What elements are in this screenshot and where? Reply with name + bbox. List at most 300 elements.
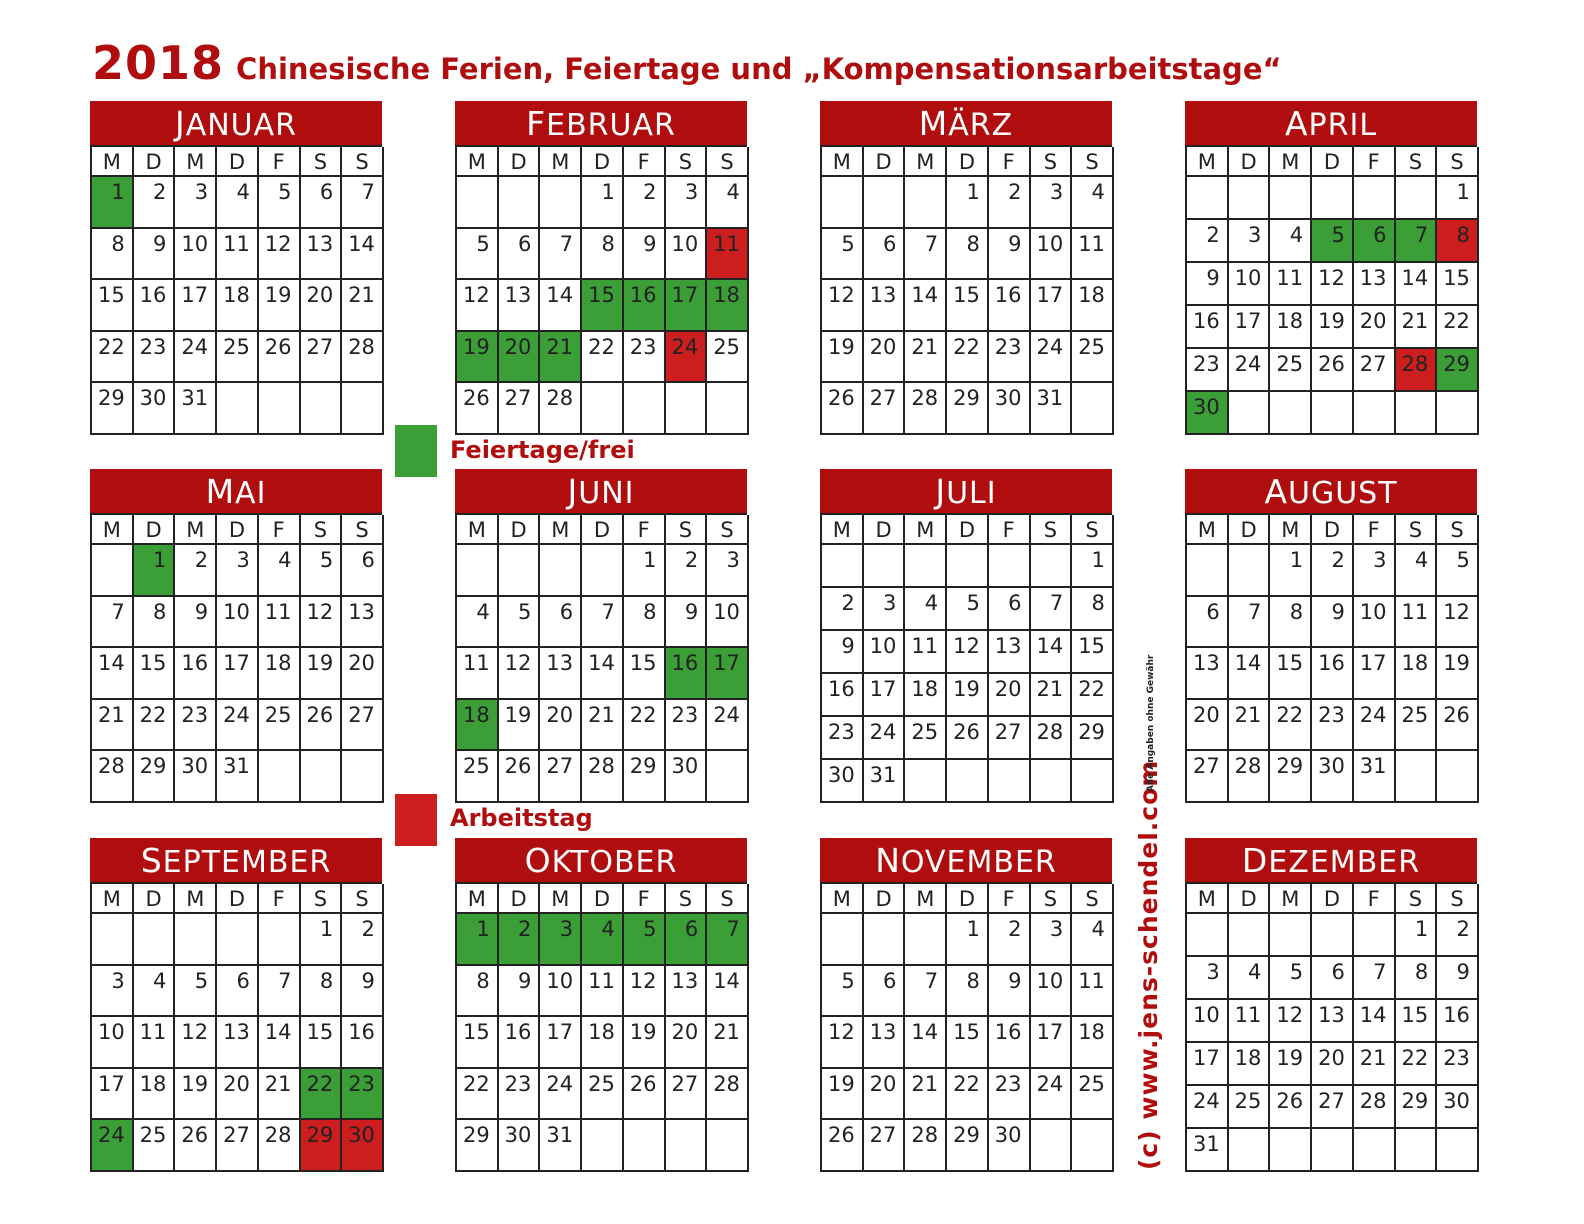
day-cell: 8: [92, 229, 134, 281]
weekday-label: M: [175, 147, 217, 177]
day-cell: 11: [134, 1017, 176, 1069]
day-cell: 2: [1187, 220, 1229, 263]
week-row: [457, 332, 747, 384]
day-cell: 23: [624, 332, 666, 384]
week-row: [822, 631, 1112, 674]
day-cell: 27: [342, 700, 384, 752]
day-cell: 18: [134, 1069, 176, 1121]
weekday-label: M: [905, 515, 947, 545]
week-row: [822, 383, 1112, 435]
day-cell: 14: [1229, 648, 1271, 700]
week-row: [457, 545, 747, 597]
day-cell-holiday: 18: [457, 700, 499, 752]
month-grid: [90, 145, 382, 435]
legend-holiday-swatch: [395, 425, 437, 477]
day-cell: 27: [989, 717, 1031, 760]
day-cell: 26: [1312, 349, 1354, 392]
empty-cell: [342, 383, 384, 435]
day-cell: 21: [92, 700, 134, 752]
day-cell: 13: [989, 631, 1031, 674]
day-cell: 4: [457, 597, 499, 649]
empty-cell: [1072, 1120, 1114, 1172]
day-cell: 14: [905, 280, 947, 332]
day-cell: 23: [989, 1069, 1031, 1121]
day-cell: 24: [1229, 349, 1271, 392]
empty-cell: [342, 751, 384, 803]
week-row: [822, 1017, 1112, 1069]
weekday-header-row: [822, 147, 1112, 177]
day-cell: 15: [1437, 263, 1479, 306]
weekday-label: M: [540, 147, 582, 177]
weekday-label: D: [947, 515, 989, 545]
month-juli: [820, 469, 1112, 803]
day-cell: 21: [1031, 674, 1073, 717]
day-cell: 10: [1031, 229, 1073, 281]
day-cell: 24: [864, 717, 906, 760]
day-cell: 5: [1270, 957, 1312, 1000]
empty-cell: [457, 177, 499, 229]
day-cell: 14: [342, 229, 384, 281]
day-cell: 7: [342, 177, 384, 229]
day-cell: 22: [947, 1069, 989, 1121]
empty-cell: [666, 383, 708, 435]
weekday-header-row: [1187, 884, 1477, 914]
day-cell: 23: [1312, 700, 1354, 752]
day-cell: 11: [905, 631, 947, 674]
week-row: [822, 332, 1112, 384]
weekday-label: D: [499, 147, 541, 177]
weekday-label: F: [624, 884, 666, 914]
weekday-label: D: [582, 884, 624, 914]
weekday-label: M: [457, 884, 499, 914]
weekday-label: M: [175, 515, 217, 545]
day-cell: 30: [989, 383, 1031, 435]
day-cell: 9: [175, 597, 217, 649]
day-cell: 24: [707, 700, 749, 752]
day-cell-holiday: 19: [457, 332, 499, 384]
day-cell: 20: [217, 1069, 259, 1121]
weekday-label: D: [1312, 515, 1354, 545]
day-cell: 27: [864, 383, 906, 435]
day-cell: 17: [864, 674, 906, 717]
week-row: [1187, 1043, 1477, 1086]
day-cell: 25: [1396, 700, 1438, 752]
week-row: [1187, 306, 1477, 349]
month-oktober: [455, 838, 747, 1172]
day-cell: 31: [217, 751, 259, 803]
day-cell: 14: [1031, 631, 1073, 674]
empty-cell: [864, 914, 906, 966]
empty-cell: [1187, 177, 1229, 220]
day-cell: 17: [92, 1069, 134, 1121]
week-row: [1187, 1000, 1477, 1043]
day-cell: 26: [1270, 1086, 1312, 1129]
day-cell: 31: [1187, 1129, 1229, 1172]
weekday-label: S: [342, 884, 384, 914]
week-row: [92, 383, 382, 435]
day-cell: 2: [134, 177, 176, 229]
weekday-header-row: [822, 515, 1112, 545]
day-cell: 15: [1072, 631, 1114, 674]
day-cell: 19: [499, 700, 541, 752]
month-juni: [455, 469, 747, 803]
day-cell: 7: [540, 229, 582, 281]
month-name: APRIL: [1185, 101, 1477, 145]
day-cell: 11: [259, 597, 301, 649]
empty-cell: [1396, 1129, 1438, 1172]
day-cell: 25: [1072, 1069, 1114, 1121]
day-cell: 25: [259, 700, 301, 752]
day-cell: 21: [259, 1069, 301, 1121]
day-cell: 18: [1229, 1043, 1271, 1086]
day-cell: 16: [134, 280, 176, 332]
empty-cell: [905, 914, 947, 966]
day-cell: 7: [582, 597, 624, 649]
week-row: [457, 751, 747, 803]
empty-cell: [905, 760, 947, 803]
empty-cell: [624, 383, 666, 435]
empty-cell: [1396, 751, 1438, 803]
weekday-label: D: [217, 515, 259, 545]
week-row: [822, 177, 1112, 229]
empty-cell: [1354, 1129, 1396, 1172]
day-cell: 3: [864, 588, 906, 631]
disclaimer-text: Alle Angaben ohne Gewähr: [1146, 654, 1156, 792]
day-cell: 29: [457, 1120, 499, 1172]
month-name: JULI: [820, 469, 1112, 513]
day-cell: 5: [499, 597, 541, 649]
day-cell: 4: [1229, 957, 1271, 1000]
weekday-label: F: [624, 515, 666, 545]
day-cell: 21: [707, 1017, 749, 1069]
day-cell: 19: [1312, 306, 1354, 349]
day-cell: 6: [1187, 597, 1229, 649]
day-cell: 12: [457, 280, 499, 332]
day-cell: 4: [707, 177, 749, 229]
day-cell: 9: [499, 966, 541, 1018]
week-row: [457, 966, 747, 1018]
empty-cell: [864, 177, 906, 229]
day-cell: 8: [1072, 588, 1114, 631]
day-cell: 3: [1229, 220, 1271, 263]
week-row: [822, 280, 1112, 332]
weekday-label: M: [1270, 515, 1312, 545]
day-cell: 3: [1187, 957, 1229, 1000]
day-cell: 7: [259, 966, 301, 1018]
day-cell: 3: [175, 177, 217, 229]
weekday-label: S: [1396, 884, 1438, 914]
day-cell: 3: [92, 966, 134, 1018]
month-grid: [1185, 145, 1477, 435]
day-cell: 31: [540, 1120, 582, 1172]
day-cell: 8: [947, 966, 989, 1018]
day-cell: 17: [540, 1017, 582, 1069]
day-cell-holiday: 2: [499, 914, 541, 966]
month-name: DEZEMBER: [1185, 838, 1477, 882]
month-grid: [1185, 882, 1477, 1172]
weekday-label: M: [822, 147, 864, 177]
empty-cell: [1187, 914, 1229, 957]
weekday-label: F: [989, 884, 1031, 914]
weekday-label: D: [582, 147, 624, 177]
day-cell: 15: [134, 648, 176, 700]
empty-cell: [1312, 177, 1354, 220]
empty-cell: [1270, 392, 1312, 435]
week-row: [1187, 648, 1477, 700]
legend-workday-label: Arbeitstag: [450, 804, 593, 832]
weekday-label: S: [301, 515, 343, 545]
month-name: JANUAR: [90, 101, 382, 145]
legend-workday-swatch: [395, 794, 437, 846]
day-cell: 13: [1312, 1000, 1354, 1043]
day-cell: 30: [822, 760, 864, 803]
weekday-label: M: [822, 515, 864, 545]
day-cell: 3: [666, 177, 708, 229]
empty-cell: [301, 383, 343, 435]
empty-cell: [217, 383, 259, 435]
day-cell: 14: [905, 1017, 947, 1069]
day-cell: 19: [822, 332, 864, 384]
day-cell: 26: [175, 1120, 217, 1172]
weekday-label: S: [707, 147, 749, 177]
day-cell: 19: [1437, 648, 1479, 700]
day-cell-workday: 30: [342, 1120, 384, 1172]
day-cell: 7: [92, 597, 134, 649]
empty-cell: [175, 914, 217, 966]
day-cell: 28: [540, 383, 582, 435]
day-cell: 1: [301, 914, 343, 966]
day-cell: 4: [259, 545, 301, 597]
day-cell: 9: [822, 631, 864, 674]
day-cell-workday: 8: [1437, 220, 1479, 263]
day-cell: 8: [134, 597, 176, 649]
day-cell: 2: [666, 545, 708, 597]
week-row: [92, 1069, 382, 1121]
day-cell: 8: [1396, 957, 1438, 1000]
weekday-label: S: [666, 515, 708, 545]
day-cell: 29: [1072, 717, 1114, 760]
week-row: [457, 700, 747, 752]
week-row: [457, 1017, 747, 1069]
empty-cell: [499, 177, 541, 229]
month-dezember: [1185, 838, 1477, 1172]
day-cell: 19: [947, 674, 989, 717]
weekday-label: F: [1354, 515, 1396, 545]
day-cell: 26: [822, 383, 864, 435]
day-cell: 27: [301, 332, 343, 384]
day-cell: 5: [822, 229, 864, 281]
day-cell: 16: [1437, 1000, 1479, 1043]
day-cell: 16: [342, 1017, 384, 1069]
week-row: [1187, 914, 1477, 957]
day-cell: 28: [1031, 717, 1073, 760]
day-cell-holiday: 6: [666, 914, 708, 966]
day-cell: 18: [259, 648, 301, 700]
day-cell: 2: [989, 177, 1031, 229]
day-cell: 10: [1229, 263, 1271, 306]
empty-cell: [92, 914, 134, 966]
empty-cell: [624, 1120, 666, 1172]
day-cell: 9: [342, 966, 384, 1018]
day-cell: 23: [989, 332, 1031, 384]
day-cell: 13: [1354, 263, 1396, 306]
day-cell-holiday: 18: [707, 280, 749, 332]
empty-cell: [1312, 914, 1354, 957]
day-cell-holiday: 17: [707, 648, 749, 700]
day-cell: 28: [707, 1069, 749, 1121]
empty-cell: [1396, 177, 1438, 220]
day-cell: 20: [1187, 700, 1229, 752]
day-cell: 17: [1354, 648, 1396, 700]
weekday-label: M: [905, 884, 947, 914]
weekday-label: M: [1187, 884, 1229, 914]
day-cell: 10: [1354, 597, 1396, 649]
day-cell: 23: [1187, 349, 1229, 392]
month-grid: [820, 882, 1112, 1172]
day-cell: 23: [1437, 1043, 1479, 1086]
weekday-label: S: [707, 884, 749, 914]
day-cell: 11: [1396, 597, 1438, 649]
day-cell: 12: [1437, 597, 1479, 649]
month-name: OKTOBER: [455, 838, 747, 882]
day-cell: 24: [217, 700, 259, 752]
weekday-label: D: [1312, 884, 1354, 914]
weekday-label: F: [624, 147, 666, 177]
day-cell: 9: [666, 597, 708, 649]
day-cell: 16: [1312, 648, 1354, 700]
day-cell: 29: [1270, 751, 1312, 803]
empty-cell: [1031, 545, 1073, 588]
day-cell: 10: [1187, 1000, 1229, 1043]
day-cell: 30: [175, 751, 217, 803]
weekday-label: D: [134, 884, 176, 914]
day-cell: 31: [1354, 751, 1396, 803]
empty-cell: [582, 545, 624, 597]
day-cell: 4: [1270, 220, 1312, 263]
empty-cell: [822, 177, 864, 229]
day-cell: 14: [582, 648, 624, 700]
weekday-header-row: [457, 515, 747, 545]
day-cell: 21: [1229, 700, 1271, 752]
day-cell-workday: 29: [301, 1120, 343, 1172]
weekday-label: D: [134, 147, 176, 177]
weekday-label: S: [707, 515, 749, 545]
day-cell: 22: [1396, 1043, 1438, 1086]
week-row: [92, 648, 382, 700]
weekday-label: S: [1437, 147, 1479, 177]
month-name: FEBRUAR: [455, 101, 747, 145]
week-row: [1187, 349, 1477, 392]
day-cell: 10: [217, 597, 259, 649]
month-grid: [820, 513, 1112, 803]
day-cell: 17: [175, 280, 217, 332]
weekday-header-row: [822, 884, 1112, 914]
day-cell: 12: [822, 1017, 864, 1069]
day-cell: 7: [1031, 588, 1073, 631]
weekday-label: D: [864, 515, 906, 545]
week-row: [457, 1069, 747, 1121]
day-cell: 29: [947, 383, 989, 435]
weekday-label: M: [457, 515, 499, 545]
empty-cell: [1437, 1129, 1479, 1172]
day-cell: 6: [989, 588, 1031, 631]
day-cell: 22: [134, 700, 176, 752]
day-cell: 25: [707, 332, 749, 384]
day-cell: 28: [905, 383, 947, 435]
weekday-label: M: [92, 515, 134, 545]
week-row: [92, 177, 382, 229]
day-cell: 13: [499, 280, 541, 332]
week-row: [457, 1120, 747, 1172]
weekday-label: D: [1229, 884, 1271, 914]
weekday-label: S: [666, 147, 708, 177]
week-row: [92, 966, 382, 1018]
week-row: [822, 674, 1112, 717]
day-cell-holiday: 16: [624, 280, 666, 332]
day-cell: 18: [582, 1017, 624, 1069]
week-row: [1187, 545, 1477, 597]
week-row: [1187, 220, 1477, 263]
weekday-label: M: [540, 515, 582, 545]
day-cell: 26: [822, 1120, 864, 1172]
day-cell-holiday: 5: [624, 914, 666, 966]
day-cell: 3: [1031, 177, 1073, 229]
empty-cell: [1354, 177, 1396, 220]
week-row: [92, 545, 382, 597]
day-cell: 18: [905, 674, 947, 717]
day-cell: 15: [624, 648, 666, 700]
day-cell: 25: [134, 1120, 176, 1172]
day-cell: 31: [175, 383, 217, 435]
day-cell-holiday: 1: [92, 177, 134, 229]
day-cell: 5: [947, 588, 989, 631]
day-cell: 22: [1437, 306, 1479, 349]
day-cell: 29: [92, 383, 134, 435]
week-row: [822, 717, 1112, 760]
empty-cell: [540, 545, 582, 597]
day-cell: 26: [259, 332, 301, 384]
weekday-label: M: [92, 884, 134, 914]
day-cell: 8: [624, 597, 666, 649]
day-cell: 18: [1396, 648, 1438, 700]
month-september: [90, 838, 382, 1172]
weekday-label: F: [1354, 147, 1396, 177]
empty-cell: [1312, 392, 1354, 435]
weekday-label: S: [1072, 147, 1114, 177]
day-cell: 29: [947, 1120, 989, 1172]
day-cell: 7: [905, 229, 947, 281]
day-cell: 4: [1072, 914, 1114, 966]
empty-cell: [1229, 914, 1271, 957]
month-februar: [455, 101, 747, 435]
day-cell: 23: [134, 332, 176, 384]
day-cell: 15: [1396, 1000, 1438, 1043]
day-cell: 28: [259, 1120, 301, 1172]
day-cell: 5: [175, 966, 217, 1018]
empty-cell: [1270, 1129, 1312, 1172]
weekday-label: S: [666, 884, 708, 914]
month-mai: [90, 469, 382, 803]
day-cell: 19: [1270, 1043, 1312, 1086]
day-cell: 21: [342, 280, 384, 332]
day-cell: 27: [499, 383, 541, 435]
weekday-label: S: [1031, 884, 1073, 914]
empty-cell: [134, 914, 176, 966]
day-cell: 1: [1270, 545, 1312, 597]
day-cell-holiday: 29: [1437, 349, 1479, 392]
month-august: [1185, 469, 1477, 803]
weekday-label: F: [259, 515, 301, 545]
